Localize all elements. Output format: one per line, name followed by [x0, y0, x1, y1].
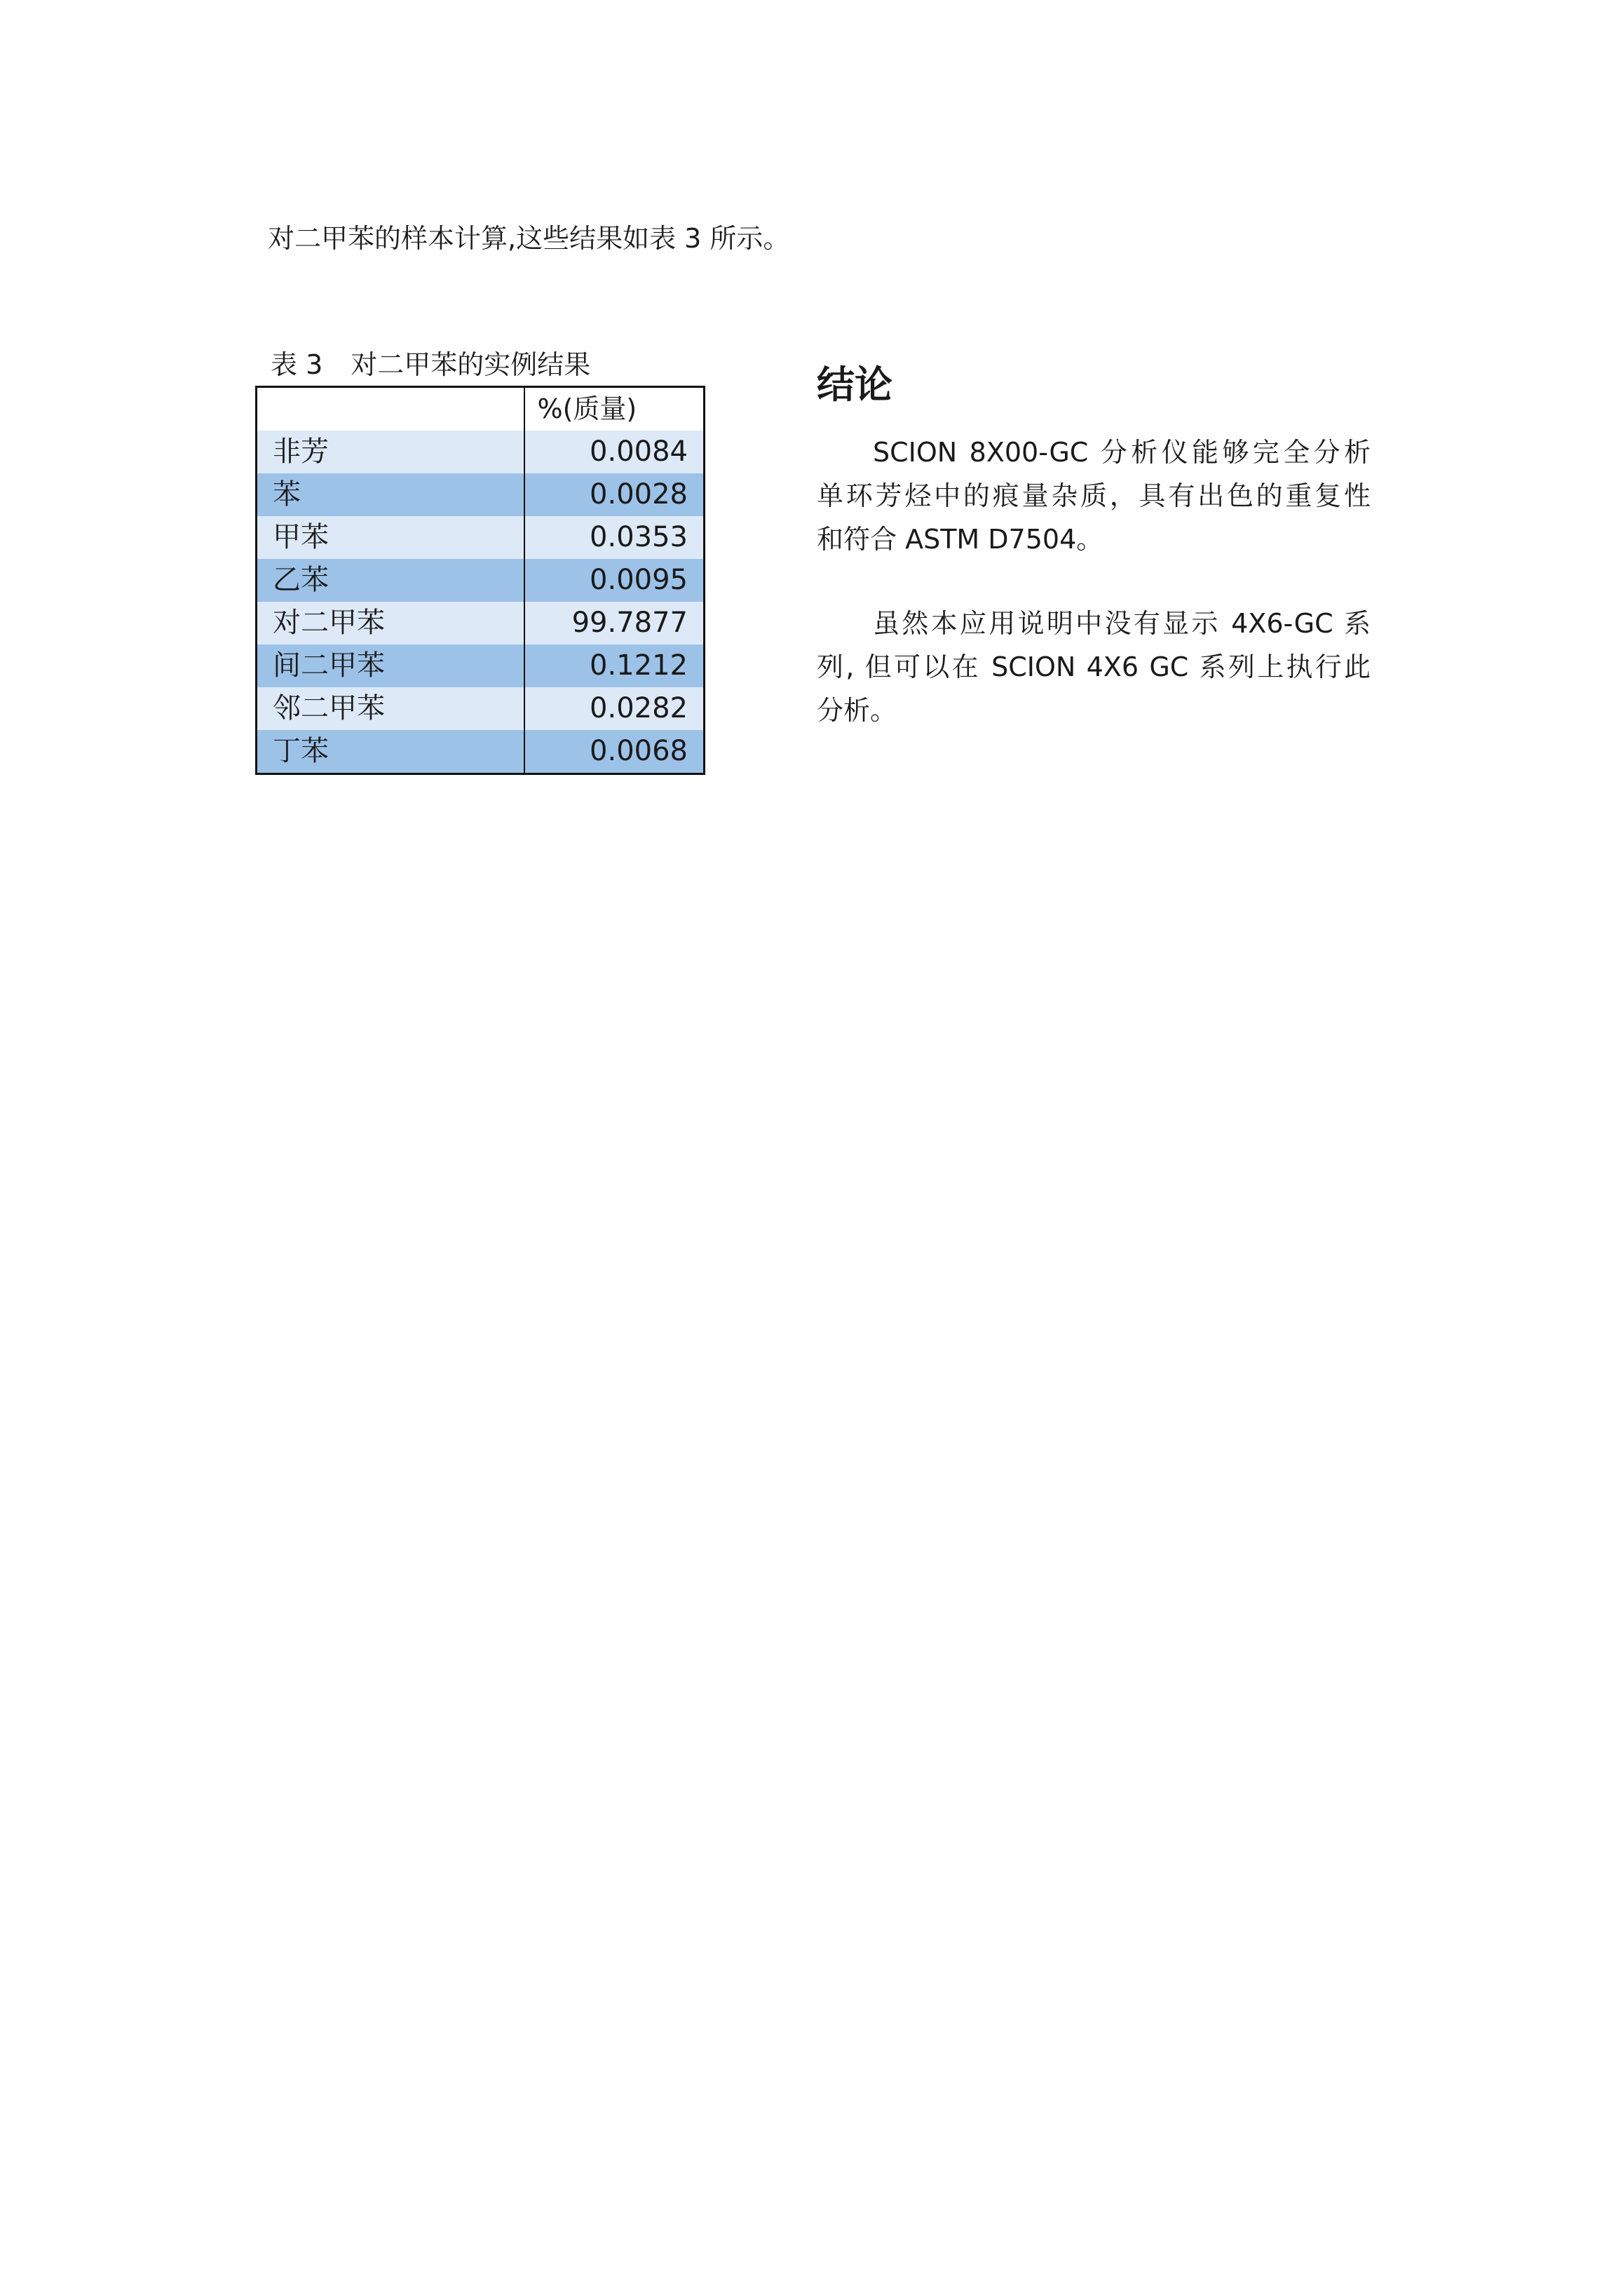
conclusion-paragraph-1 — [817, 431, 1371, 561]
header-component — [257, 387, 524, 431]
table-row — [257, 559, 705, 602]
table-row — [257, 730, 705, 774]
component-name: 非芳 — [257, 431, 524, 473]
component-name: 对二甲苯 — [257, 602, 524, 644]
component-name: 甲苯 — [257, 516, 524, 559]
component-name: 乙苯 — [257, 559, 524, 602]
paragraph-line: 分析。 — [817, 695, 897, 726]
table-caption-title: 对二甲苯的实例结果 — [351, 349, 591, 380]
table-row — [257, 687, 705, 730]
conclusion-heading: 结论 — [817, 363, 892, 407]
paragraph-line: 列, 但可以在 SCION 4X6 GC 系列上执行此 — [817, 651, 1371, 682]
table-row — [257, 473, 705, 516]
header-unit: %(质量) — [524, 387, 705, 431]
table-row — [257, 431, 705, 473]
intro-paragraph: 对二甲苯的样本计算,这些结果如表 3 所示。 — [268, 223, 790, 254]
component-value: 0.0028 — [524, 473, 705, 516]
table-row — [257, 644, 705, 687]
results-table — [255, 386, 705, 775]
paragraph-line: 单环芳烃中的痕量杂质，具有出色的重复性 — [817, 480, 1371, 511]
component-name: 苯 — [257, 473, 524, 516]
table-caption — [271, 346, 590, 383]
paragraph-line: 虽然本应用说明中没有显示 4X6-GC 系 — [873, 608, 1371, 639]
component-name: 丁苯 — [257, 730, 524, 774]
component-value: 0.0068 — [524, 730, 705, 774]
conclusion-paragraph-2 — [817, 602, 1371, 732]
component-name: 间二甲苯 — [257, 644, 524, 687]
table-row — [257, 602, 705, 644]
table-header-row — [257, 387, 705, 431]
component-value: 0.1212 — [524, 644, 705, 687]
component-value: 0.0282 — [524, 687, 705, 730]
paragraph-line: SCION 8X00-GC 分析仪能够完全分析 — [873, 437, 1371, 468]
table-row — [257, 516, 705, 559]
component-value: 0.0095 — [524, 559, 705, 602]
table-caption-number: 表 3 — [271, 349, 323, 380]
component-name: 邻二甲苯 — [257, 687, 524, 730]
paragraph-line: 和符合 ASTM D7504。 — [817, 524, 1103, 555]
component-value: 0.0084 — [524, 431, 705, 473]
component-value: 99.7877 — [524, 602, 705, 644]
component-value: 0.0353 — [524, 516, 705, 559]
